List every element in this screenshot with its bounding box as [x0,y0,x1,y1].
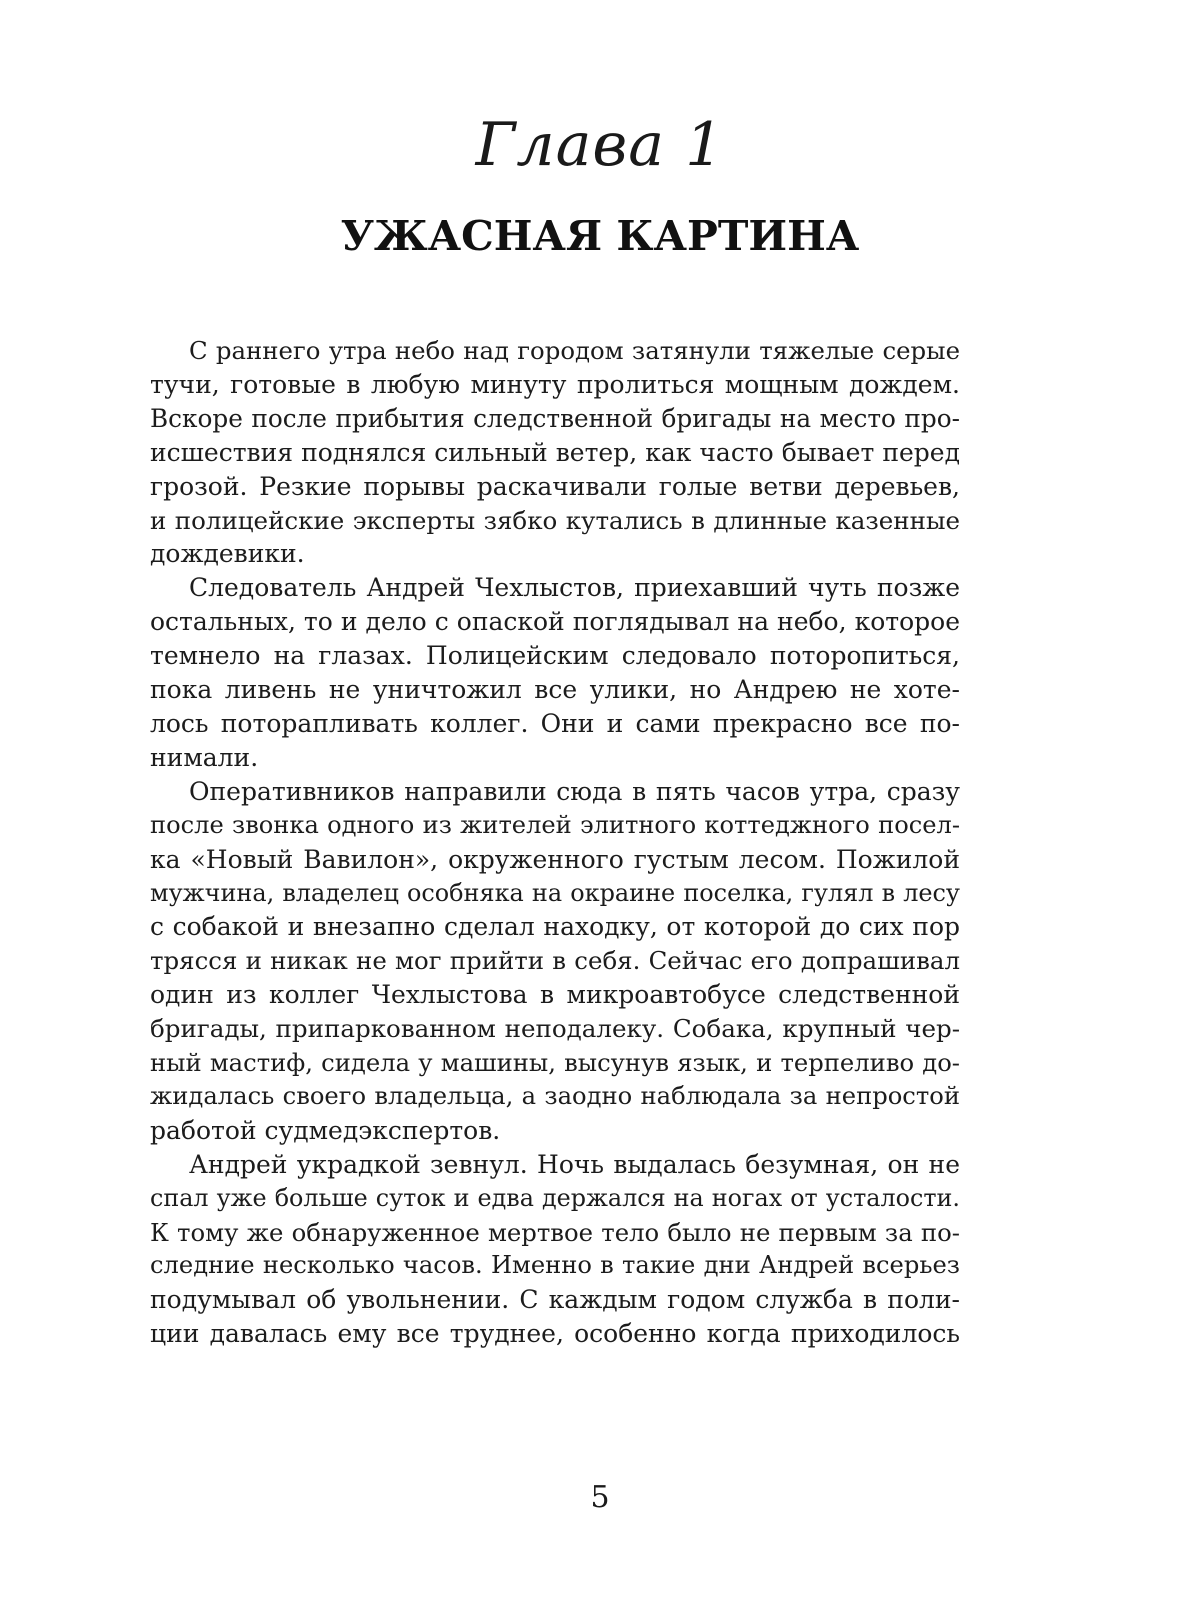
chapter-title: УЖАСНАЯ КАРТИНА [340,212,860,260]
text-line: нимали. [150,742,259,772]
text-line: темнело на глазах. Полицейским следовало поторопиться, [150,641,960,671]
text-line: ный мастиф, сидела у машины, высунув язык, и терпеливо до- [150,1048,960,1078]
text-line: работой судмедэкспертов. [150,1115,501,1145]
text-line: следние несколько часов. Именно в такие дни Андрей всерьез [150,1251,960,1280]
text-line: Вскоре после прибытия следственной бригады на место про- [150,403,960,433]
text-line: К тому же обнаруженное мертвое тело было не первым за по- [150,1217,960,1247]
text-line: бригады, припаркованном неподалеку. Собака, крупный чер- [150,1014,960,1044]
text-line: исшествия поднялся сильный ветер, как часто бывает перед [150,437,960,467]
paragraph [150,334,960,571]
text-line: остальных, то и дело с опаской поглядывал на небо, которое [150,607,960,637]
text-line: тучи, готовые в любую минуту пролиться мощным дождем. [150,369,960,399]
text-line: жидалась своего владельца, а заодно наблюдала за непростой [150,1081,960,1110]
text-line: мужчина, владелец особняка на окраине поселка, гулял в лесу [150,878,960,907]
text-line: лось поторапливать коллег. Они и сами прекрасно все по- [150,708,960,738]
text-line: С раннего утра небо над городом затянули тяжелые серые [189,336,960,365]
text-line: подумывал об увольнении. С каждым годом служба в поли- [150,1285,960,1315]
text-line: с собакой и внезапно сделал находку, от которой до сих пор [150,912,960,942]
text-line: Оперативников направили сюда в пять часов утра, сразу [189,776,960,806]
text-line: грозой. Резкие порывы раскачивали голые ветви деревьев, [150,471,960,501]
text-line: трясся и никак не мог прийти в себя. Сейчас его допрашивал [150,946,960,976]
chapter-body [150,334,960,1351]
page-number: 5 [590,1480,610,1515]
text-line: ка «Новый Вавилон», окруженного густым лесом. Пожилой [150,844,960,874]
text-line: и полицейские эксперты зябко кутались в длинные казенные [150,505,960,535]
paragraph [150,1148,960,1351]
paragraph [150,571,960,774]
text-line: один из коллег Чехлыстова в микроавтобусе следственной [150,980,960,1010]
text-line: дождевики. [150,539,305,569]
text-line: Андрей украдкой зевнул. Ночь выдалась безумная, он не [189,1149,960,1179]
text-line: после звонка одного из жителей элитного коттеджного посел- [150,810,960,839]
paragraph [150,775,960,1148]
chapter-label: Глава 1 [475,110,725,180]
text-line: спал уже больше суток и едва держался на ногах от усталости. [150,1183,960,1212]
text-line: Следователь Андрей Чехлыстов, приехавший чуть позже [189,573,960,603]
text-line: ции давалась ему все труднее, особенно когда приходилось [150,1319,960,1349]
text-line: пока ливень не уничтожил все улики, но Андрею не хоте- [150,675,960,705]
